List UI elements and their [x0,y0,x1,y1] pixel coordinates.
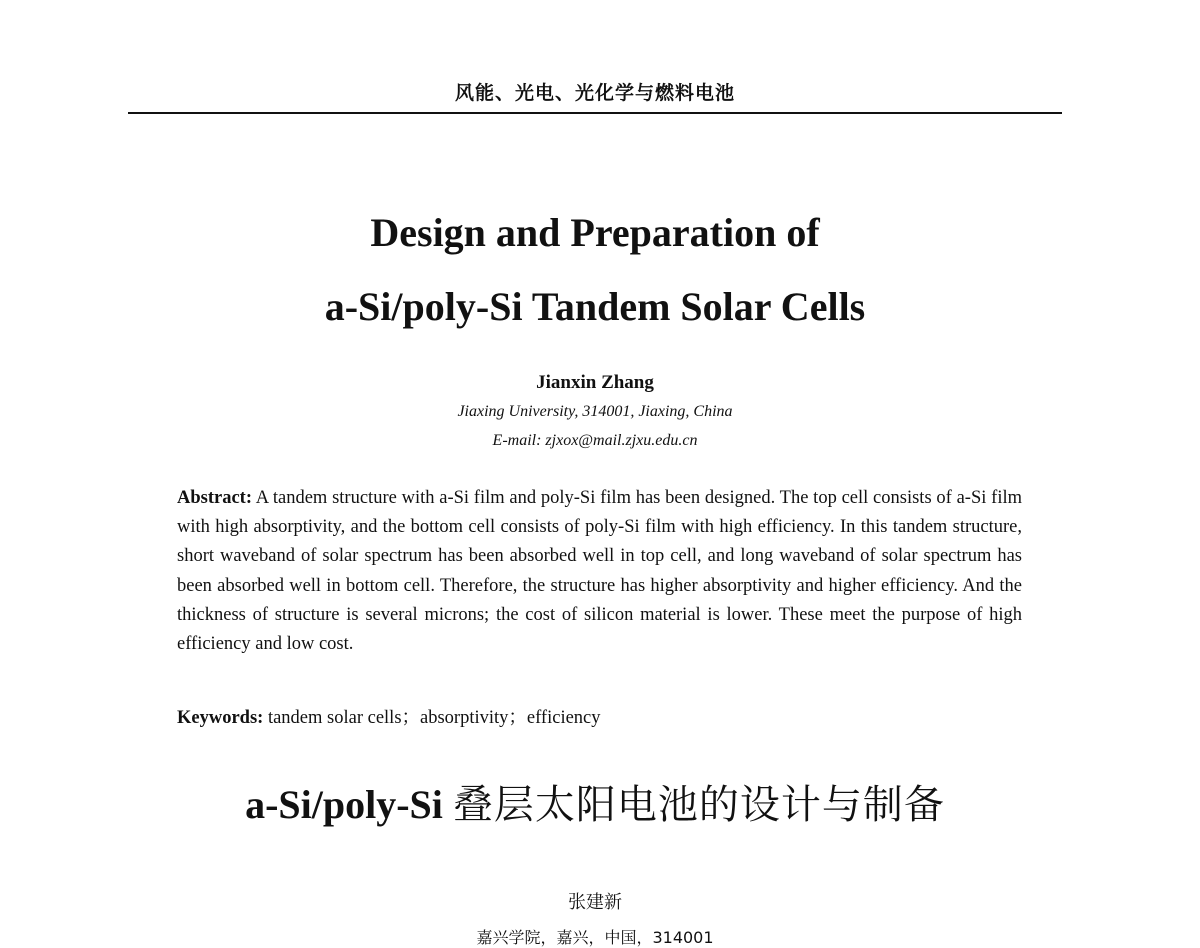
header-rule [128,112,1062,114]
running-header: 风能、光电、光化学与燃料电池 [454,82,735,104]
keywords-label: Keywords: [177,708,264,728]
abstract-text: A tandem structure with a-Si film and poly-Si film has been designed. The top cell consists of a-Si film with high absorptivity, and the bottom cell consists of poly-Si film with high efficiency. In this tandem structure, short waveband of solar spectrum has been absorbed well in top cell, and long waveband of solar spectrum has been absorbed well in bottom cell. Therefore, the structure has higher absorptivity and higher efficiency. And the thickness of structure is several microns; the cost of silicon material is lower. These meet the purpose of high efficiency and low cost. [177,488,1022,655]
email-label: E-mail [492,432,537,449]
chinese-affiliation: 嘉兴学院，嘉兴，中国，314001 [476,928,714,947]
keywords [177,705,1022,731]
abstract-label: Abstract: [177,488,253,508]
author-email-line: E-mail: zjxox@mail.zjxu.edu.cn [492,432,698,449]
author-name: Jianxin Zhang [536,372,654,393]
chinese-title [128,776,1062,834]
keywords-text: tandem solar cells；absorptivity；efficiency [267,708,601,728]
abstract [177,484,1022,659]
paper-title [128,196,1062,344]
chinese-title-prefix: a-Si/poly-Si [245,782,443,827]
title-line-1: Design and Preparation of [370,210,820,255]
chinese-author: 张建新 [568,892,622,913]
chinese-title-text: 叠层太阳电池的设计与制备 [452,782,945,828]
author-email: zjxox@mail.zjxu.edu.cn [545,432,698,449]
author-affiliation: Jiaxing University, 314001, Jiaxing, China [457,403,733,420]
title-line-2: a-Si/poly-Si Tandem Solar Cells [324,284,866,329]
